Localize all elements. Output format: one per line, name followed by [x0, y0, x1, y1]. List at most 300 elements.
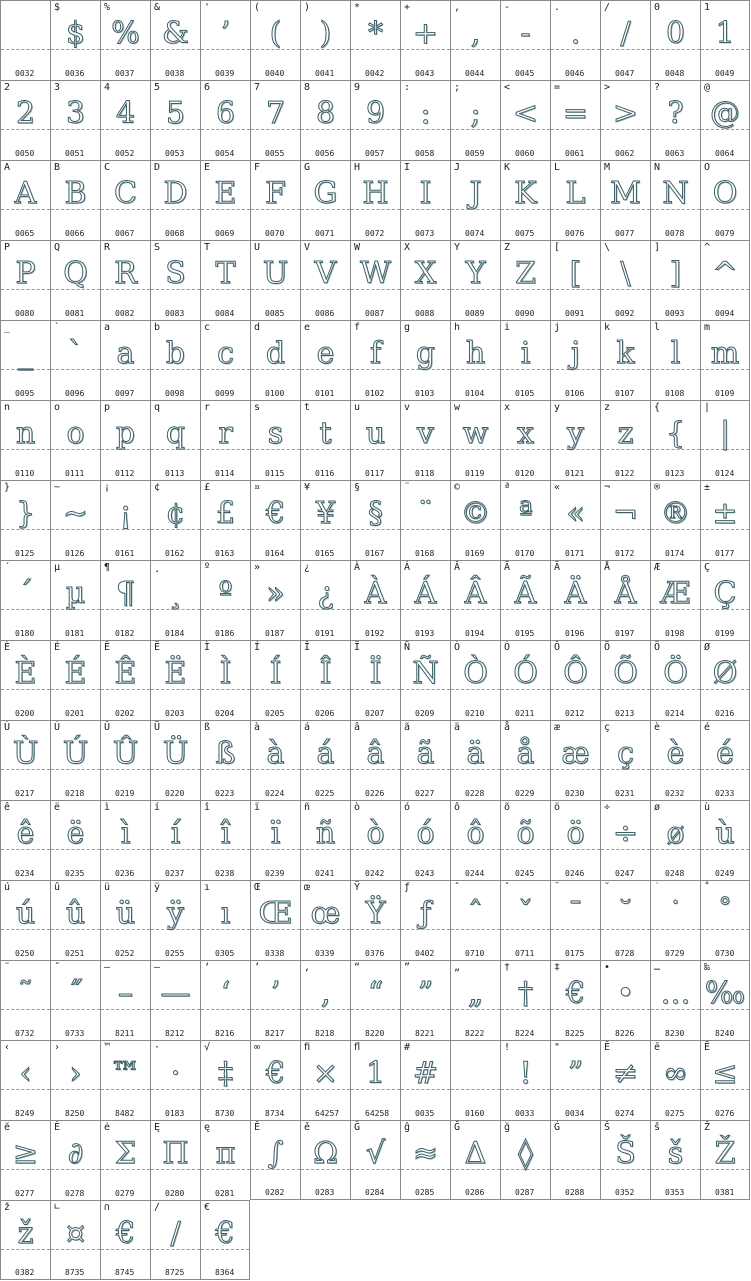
glyph-cell[interactable] — [500, 480, 550, 560]
glyph-cell[interactable] — [400, 0, 450, 80]
glyph-cell[interactable] — [100, 240, 150, 320]
key-label: \ — [604, 242, 611, 253]
glyph-cell[interactable] — [700, 400, 750, 480]
glyph-preview: ‚ — [320, 976, 331, 1011]
glyph-cell[interactable] — [700, 720, 750, 800]
glyph-cell[interactable] — [550, 720, 600, 800]
glyph-preview: ∞ — [663, 1056, 688, 1091]
glyph-cell[interactable] — [700, 320, 750, 400]
glyph-cell[interactable] — [0, 1120, 50, 1200]
glyph-cell[interactable] — [300, 80, 350, 160]
glyph-cell[interactable] — [650, 240, 700, 320]
glyph-cell[interactable] — [250, 720, 300, 800]
glyph-cell[interactable] — [0, 240, 50, 320]
glyph-preview: ‰ — [704, 976, 746, 1011]
glyph-preview: ™ — [110, 1056, 141, 1091]
glyph-cell[interactable] — [100, 1200, 150, 1280]
glyph-cell[interactable] — [400, 240, 450, 320]
glyph-cell[interactable] — [250, 240, 300, 320]
glyph-cell[interactable] — [400, 1120, 450, 1200]
char-code: 0055 — [265, 149, 285, 158]
glyph-cell[interactable] — [700, 640, 750, 720]
glyph-cell[interactable] — [450, 160, 500, 240]
glyph-preview: £ — [215, 496, 236, 531]
char-code: 0209 — [415, 709, 435, 718]
glyph-cell[interactable] — [350, 560, 400, 640]
key-label: G — [304, 162, 311, 173]
key-label: ‘ — [204, 962, 211, 973]
glyph-cell[interactable] — [450, 960, 500, 1040]
glyph-cell[interactable] — [300, 0, 350, 80]
glyph-cell[interactable] — [550, 800, 600, 880]
glyph-cell[interactable] — [650, 800, 700, 880]
glyph-cell[interactable] — [300, 720, 350, 800]
char-code: 0196 — [565, 629, 585, 638]
char-code: 0062 — [615, 149, 635, 158]
glyph-cell[interactable] — [100, 960, 150, 1040]
key-label: Ö — [654, 642, 661, 653]
glyph-cell[interactable] — [150, 320, 200, 400]
glyph-cell[interactable] — [350, 320, 400, 400]
glyph-cell[interactable] — [100, 400, 150, 480]
glyph-cell[interactable] — [300, 240, 350, 320]
glyph-preview: ˇ — [518, 896, 533, 931]
glyph-cell[interactable] — [500, 320, 550, 400]
glyph-cell[interactable] — [700, 240, 750, 320]
glyph-cell[interactable] — [300, 160, 350, 240]
glyph-cell[interactable] — [0, 880, 50, 960]
glyph-preview: j — [570, 336, 581, 371]
char-code: 0241 — [315, 869, 335, 878]
glyph-cell[interactable] — [500, 80, 550, 160]
glyph-cell[interactable] — [50, 80, 100, 160]
glyph-cell[interactable] — [500, 560, 550, 640]
key-label: c — [204, 322, 211, 333]
glyph-cell[interactable] — [400, 320, 450, 400]
glyph-cell[interactable] — [500, 1040, 550, 1120]
glyph-cell[interactable] — [250, 880, 300, 960]
key-label: ? — [654, 82, 661, 93]
glyph-cell[interactable] — [100, 320, 150, 400]
glyph-cell[interactable] — [350, 1120, 400, 1200]
glyph-cell[interactable] — [600, 480, 650, 560]
glyph-cell[interactable] — [550, 160, 600, 240]
char-code: 0068 — [165, 229, 185, 238]
glyph-cell[interactable] — [550, 400, 600, 480]
glyph-cell[interactable] — [500, 400, 550, 480]
glyph-cell[interactable] — [0, 1200, 50, 1280]
glyph-cell[interactable] — [400, 640, 450, 720]
glyph-cell[interactable] — [300, 320, 350, 400]
glyph-cell[interactable] — [550, 880, 600, 960]
glyph-cell[interactable] — [500, 160, 550, 240]
glyph-cell[interactable] — [600, 160, 650, 240]
glyph-cell[interactable] — [350, 1040, 400, 1120]
glyph-cell[interactable] — [150, 800, 200, 880]
glyph-cell[interactable] — [700, 80, 750, 160]
glyph-cell[interactable] — [200, 1120, 250, 1200]
glyph-cell[interactable] — [600, 320, 650, 400]
glyph-cell[interactable] — [0, 400, 50, 480]
key-label: Ñ — [404, 642, 411, 653]
glyph-cell[interactable] — [350, 640, 400, 720]
glyph-cell[interactable] — [150, 160, 200, 240]
glyph-cell[interactable] — [150, 80, 200, 160]
glyph-cell[interactable] — [450, 400, 500, 480]
glyph-cell[interactable] — [0, 640, 50, 720]
glyph-cell[interactable] — [50, 640, 100, 720]
glyph-cell[interactable] — [450, 480, 500, 560]
glyph-cell[interactable] — [200, 400, 250, 480]
glyph-cell[interactable] — [450, 0, 500, 80]
glyph-cell[interactable] — [550, 640, 600, 720]
glyph-cell[interactable] — [400, 880, 450, 960]
glyph-preview: è — [666, 736, 685, 771]
glyph-cell[interactable] — [600, 240, 650, 320]
key-label: ˘ — [604, 882, 611, 893]
glyph-preview: e — [316, 336, 335, 371]
char-code: 0060 — [515, 149, 535, 158]
glyph-cell[interactable] — [700, 0, 750, 80]
glyph-cell[interactable] — [650, 960, 700, 1040]
glyph-cell[interactable] — [200, 560, 250, 640]
glyph-cell[interactable] — [600, 1120, 650, 1200]
char-code: 8225 — [565, 1029, 585, 1038]
glyph-cell[interactable] — [400, 720, 450, 800]
char-code: 0201 — [65, 709, 85, 718]
glyph-cell[interactable] — [350, 400, 400, 480]
glyph-cell[interactable] — [650, 80, 700, 160]
glyph-cell[interactable] — [450, 320, 500, 400]
glyph-preview: “ — [367, 976, 384, 1011]
glyph-cell[interactable] — [400, 560, 450, 640]
glyph-cell[interactable] — [0, 480, 50, 560]
glyph-cell[interactable] — [300, 640, 350, 720]
glyph-cell[interactable] — [150, 960, 200, 1040]
glyph-cell[interactable] — [250, 560, 300, 640]
glyph-preview: Ñ — [412, 656, 439, 691]
key-label: B — [54, 162, 61, 173]
key-label: ô — [454, 802, 461, 813]
glyph-cell[interactable] — [100, 0, 150, 80]
glyph-cell[interactable] — [50, 960, 100, 1040]
glyph-cell[interactable] — [300, 1040, 350, 1120]
glyph-cell[interactable] — [500, 0, 550, 80]
glyph-cell[interactable] — [350, 240, 400, 320]
glyph-preview: ! — [519, 1056, 532, 1091]
glyph-cell[interactable] — [600, 80, 650, 160]
glyph-cell[interactable] — [300, 400, 350, 480]
glyph-cell[interactable] — [0, 80, 50, 160]
glyph-cell[interactable] — [350, 880, 400, 960]
glyph-cell[interactable] — [500, 640, 550, 720]
glyph-cell[interactable] — [450, 880, 500, 960]
glyph-cell[interactable] — [250, 400, 300, 480]
glyph-cell[interactable] — [200, 640, 250, 720]
key-label: } — [4, 482, 11, 493]
glyph-cell[interactable] — [350, 80, 400, 160]
glyph-cell[interactable] — [600, 0, 650, 80]
key-label: H — [354, 162, 361, 173]
char-code: 0087 — [365, 309, 385, 318]
glyph-cell[interactable] — [400, 160, 450, 240]
key-label: • — [604, 962, 611, 973]
glyph-cell[interactable] — [250, 0, 300, 80]
glyph-cell[interactable] — [100, 80, 150, 160]
glyph-cell[interactable] — [100, 640, 150, 720]
glyph-cell[interactable] — [350, 160, 400, 240]
glyph-cell[interactable] — [100, 1120, 150, 1200]
glyph-preview: ‘ — [220, 976, 231, 1011]
glyph-preview: √ — [365, 1136, 386, 1171]
glyph-cell[interactable] — [700, 880, 750, 960]
char-code: 0206 — [315, 709, 335, 718]
glyph-cell[interactable] — [550, 320, 600, 400]
glyph-cell[interactable] — [600, 800, 650, 880]
glyph-cell[interactable] — [550, 80, 600, 160]
glyph-cell[interactable] — [50, 1120, 100, 1200]
glyph-cell[interactable] — [500, 1120, 550, 1200]
glyph-cell[interactable] — [300, 800, 350, 880]
glyph-preview: ö — [566, 816, 585, 851]
glyph-cell[interactable] — [150, 1040, 200, 1120]
glyph-cell[interactable] — [200, 240, 250, 320]
glyph-cell[interactable] — [150, 1120, 200, 1200]
glyph-cell[interactable] — [500, 880, 550, 960]
glyph-cell[interactable] — [50, 480, 100, 560]
glyph-cell[interactable] — [550, 0, 600, 80]
char-code: 0252 — [115, 949, 135, 958]
key-label: U — [254, 242, 261, 253]
glyph-preview: ◊ — [518, 1136, 533, 1171]
glyph-cell[interactable] — [400, 80, 450, 160]
glyph-cell[interactable] — [200, 800, 250, 880]
key-label: Q — [54, 242, 61, 253]
glyph-cell[interactable] — [450, 800, 500, 880]
glyph-preview: P — [15, 256, 36, 291]
glyph-cell[interactable] — [50, 240, 100, 320]
glyph-cell[interactable] — [50, 320, 100, 400]
glyph-cell[interactable] — [650, 320, 700, 400]
glyph-cell[interactable] — [200, 720, 250, 800]
key-label: í — [154, 802, 161, 813]
glyph-cell[interactable] — [200, 80, 250, 160]
glyph-cell[interactable] — [200, 960, 250, 1040]
glyph-cell[interactable] — [500, 240, 550, 320]
glyph-cell[interactable] — [100, 1040, 150, 1120]
glyph-cell[interactable] — [250, 480, 300, 560]
glyph-cell[interactable] — [50, 1040, 100, 1120]
glyph-cell[interactable] — [550, 560, 600, 640]
glyph-cell[interactable] — [400, 400, 450, 480]
glyph-cell[interactable] — [650, 400, 700, 480]
glyph-cell[interactable] — [250, 320, 300, 400]
glyph-cell[interactable] — [0, 560, 50, 640]
glyph-cell[interactable] — [300, 960, 350, 1040]
glyph-cell[interactable] — [150, 640, 200, 720]
glyph-cell[interactable] — [450, 640, 500, 720]
glyph-cell[interactable] — [200, 0, 250, 80]
glyph-cell[interactable] — [50, 560, 100, 640]
glyph-cell[interactable] — [600, 560, 650, 640]
glyph-cell[interactable] — [350, 800, 400, 880]
char-code: 0381 — [715, 1188, 735, 1197]
glyph-cell[interactable] — [150, 0, 200, 80]
glyph-cell[interactable] — [650, 1120, 700, 1200]
key-label: Ó — [504, 642, 511, 653]
char-code: 0123 — [665, 469, 685, 478]
glyph-cell[interactable] — [100, 480, 150, 560]
glyph-cell[interactable] — [550, 1120, 600, 1200]
glyph-cell[interactable] — [700, 1120, 750, 1200]
glyph-cell[interactable] — [100, 160, 150, 240]
glyph-cell[interactable] — [150, 480, 200, 560]
glyph-cell[interactable] — [450, 560, 500, 640]
glyph-cell[interactable] — [450, 1120, 500, 1200]
glyph-cell[interactable] — [200, 480, 250, 560]
glyph-cell[interactable] — [700, 160, 750, 240]
glyph-cell[interactable] — [600, 960, 650, 1040]
glyph-cell[interactable] — [250, 80, 300, 160]
glyph-cell[interactable] — [300, 1120, 350, 1200]
glyph-cell[interactable] — [250, 1040, 300, 1120]
key-label: ¸ — [154, 562, 161, 573]
glyph-cell[interactable] — [100, 560, 150, 640]
glyph-cell[interactable] — [250, 640, 300, 720]
key-label: Í — [254, 642, 261, 653]
glyph-cell[interactable] — [650, 640, 700, 720]
glyph-cell[interactable] — [550, 960, 600, 1040]
glyph-cell[interactable] — [50, 800, 100, 880]
char-code: 0072 — [365, 229, 385, 238]
glyph-cell[interactable] — [100, 800, 150, 880]
key-label: ‰ — [704, 962, 711, 973]
char-code: 0110 — [15, 469, 35, 478]
glyph-cell[interactable] — [700, 1040, 750, 1120]
glyph-cell[interactable] — [0, 0, 50, 80]
char-code: 0056 — [315, 149, 335, 158]
glyph-cell[interactable] — [400, 1040, 450, 1120]
glyph-cell[interactable] — [700, 960, 750, 1040]
glyph-cell[interactable] — [0, 320, 50, 400]
glyph-cell[interactable] — [600, 640, 650, 720]
glyph-preview: ’ — [220, 16, 231, 51]
glyph-cell[interactable] — [50, 1200, 100, 1280]
glyph-cell[interactable] — [650, 160, 700, 240]
glyph-cell[interactable] — [50, 0, 100, 80]
glyph-cell[interactable] — [200, 1040, 250, 1120]
glyph-cell[interactable] — [250, 1120, 300, 1200]
glyph-cell[interactable] — [200, 880, 250, 960]
key-label: ¬ — [604, 482, 611, 493]
glyph-cell[interactable] — [400, 960, 450, 1040]
glyph-cell[interactable] — [500, 720, 550, 800]
glyph-preview: ì — [120, 816, 131, 851]
glyph-cell[interactable] — [50, 160, 100, 240]
glyph-cell[interactable] — [0, 960, 50, 1040]
glyph-cell[interactable] — [150, 880, 200, 960]
glyph-cell[interactable] — [600, 1040, 650, 1120]
glyph-preview: V — [314, 256, 337, 291]
glyph-cell[interactable] — [250, 960, 300, 1040]
glyph-cell[interactable] — [600, 720, 650, 800]
glyph-cell[interactable] — [300, 480, 350, 560]
glyph-cell[interactable] — [150, 400, 200, 480]
glyph-cell[interactable] — [150, 560, 200, 640]
glyph-cell[interactable] — [400, 800, 450, 880]
glyph-cell[interactable] — [0, 160, 50, 240]
glyph-cell[interactable] — [500, 800, 550, 880]
glyph-cell[interactable] — [650, 1040, 700, 1120]
glyph-preview: Ω — [313, 1136, 338, 1171]
key-label: W — [354, 242, 361, 253]
glyph-cell[interactable] — [150, 720, 200, 800]
glyph-cell[interactable] — [150, 1200, 200, 1280]
glyph-cell[interactable] — [100, 880, 150, 960]
glyph-cell[interactable] — [700, 800, 750, 880]
glyph-cell[interactable] — [700, 480, 750, 560]
glyph-cell[interactable] — [450, 1040, 500, 1120]
glyph-cell[interactable] — [100, 720, 150, 800]
glyph-cell[interactable] — [50, 400, 100, 480]
glyph-cell[interactable] — [200, 1200, 250, 1280]
glyph-cell[interactable] — [650, 720, 700, 800]
char-code: 0285 — [415, 1188, 435, 1197]
glyph-cell[interactable] — [250, 160, 300, 240]
glyph-cell[interactable] — [550, 480, 600, 560]
key-label: É — [54, 642, 61, 653]
glyph-cell[interactable] — [450, 240, 500, 320]
glyph-cell[interactable] — [0, 800, 50, 880]
glyph-cell[interactable] — [550, 1040, 600, 1120]
glyph-cell[interactable] — [500, 960, 550, 1040]
glyph-cell[interactable] — [50, 720, 100, 800]
glyph-cell[interactable] — [350, 720, 400, 800]
glyph-cell[interactable] — [300, 560, 350, 640]
glyph-cell[interactable] — [650, 480, 700, 560]
glyph-cell[interactable] — [700, 560, 750, 640]
glyph-cell[interactable] — [350, 0, 400, 80]
glyph-cell[interactable] — [650, 0, 700, 80]
glyph-cell[interactable] — [600, 880, 650, 960]
glyph-cell[interactable] — [400, 480, 450, 560]
char-code: 0225 — [315, 789, 335, 798]
glyph-cell[interactable] — [450, 720, 500, 800]
glyph-cell[interactable] — [350, 960, 400, 1040]
glyph-cell[interactable] — [0, 720, 50, 800]
key-label: f — [354, 322, 361, 333]
glyph-cell[interactable] — [250, 800, 300, 880]
glyph-cell[interactable] — [50, 880, 100, 960]
glyph-cell[interactable] — [650, 560, 700, 640]
glyph-cell[interactable] — [200, 160, 250, 240]
key-label: Ø — [704, 642, 711, 653]
char-code: 0086 — [315, 309, 335, 318]
glyph-cell[interactable] — [0, 1040, 50, 1120]
char-code: 0040 — [265, 69, 285, 78]
glyph-cell[interactable] — [150, 240, 200, 320]
glyph-preview: ≠ — [612, 1056, 639, 1091]
glyph-cell[interactable] — [600, 400, 650, 480]
glyph-cell[interactable] — [550, 240, 600, 320]
char-code: 8218 — [315, 1029, 335, 1038]
glyph-cell[interactable] — [350, 480, 400, 560]
glyph-cell[interactable] — [200, 320, 250, 400]
char-code: 0165 — [315, 549, 335, 558]
glyph-cell[interactable] — [450, 80, 500, 160]
glyph-cell[interactable] — [300, 880, 350, 960]
glyph-cell[interactable] — [650, 880, 700, 960]
